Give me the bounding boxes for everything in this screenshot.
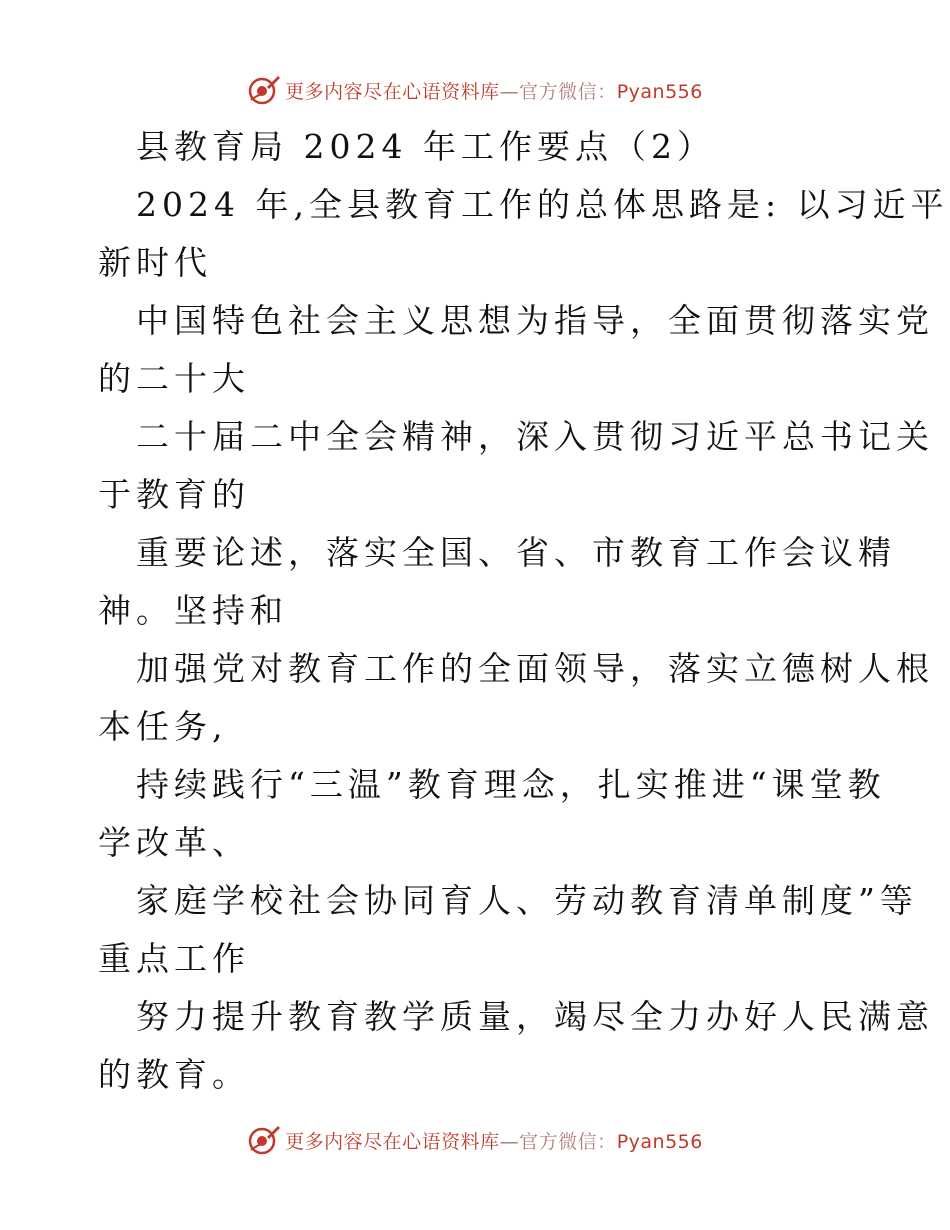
paragraph-line: 持续践行“三温”教育理念，扎实推进“课堂教 — [136, 765, 886, 804]
paragraph-line: 家庭学校社会协同育人、劳动教育清单制度”等 — [136, 881, 918, 920]
pen-logo-icon — [247, 1123, 281, 1157]
paragraph-line: 的二十大 — [98, 359, 250, 398]
paragraph-line: 学改革、 — [98, 823, 250, 862]
header-banner — [0, 70, 950, 110]
document-title: 县教育局 2024 年工作要点（2） — [136, 127, 715, 166]
paragraph-line: 神。坚持和 — [98, 591, 288, 630]
paragraph-line: 努力提升教育教学质量，竭尽全力办好人民满意 — [136, 997, 934, 1036]
paragraph-line: 二十届二中全会精神，深入贯彻习近平总书记关 — [136, 417, 934, 456]
paragraph-line: 加强党对教育工作的全面领导，落实立德树人根 — [136, 649, 934, 688]
footer-banner-text: 更多内容尽在心语资料库—官方微信：Pyan556 — [285, 1130, 703, 1153]
paragraph-line: 本任务, — [98, 707, 228, 746]
footer-banner — [0, 1120, 950, 1160]
paragraph-line: 新时代 — [98, 243, 212, 282]
paragraph-line: 重点工作 — [98, 939, 250, 978]
paragraph-line: 于教育的 — [98, 475, 250, 514]
paragraph-line: 的教育。 — [98, 1055, 250, 1094]
paragraph-line: 重要论述，落实全国、省、市教育工作会议精 — [136, 533, 896, 572]
paragraph-line: 2024 年,全县教育工作的总体思路是: 以习近平 — [136, 185, 949, 224]
header-banner-text: 更多内容尽在心语资料库—官方微信：Pyan556 — [285, 80, 703, 103]
paragraph-line: 中国特色社会主义思想为指导，全面贯彻落实党 — [136, 301, 934, 340]
pen-logo-icon — [247, 73, 281, 107]
